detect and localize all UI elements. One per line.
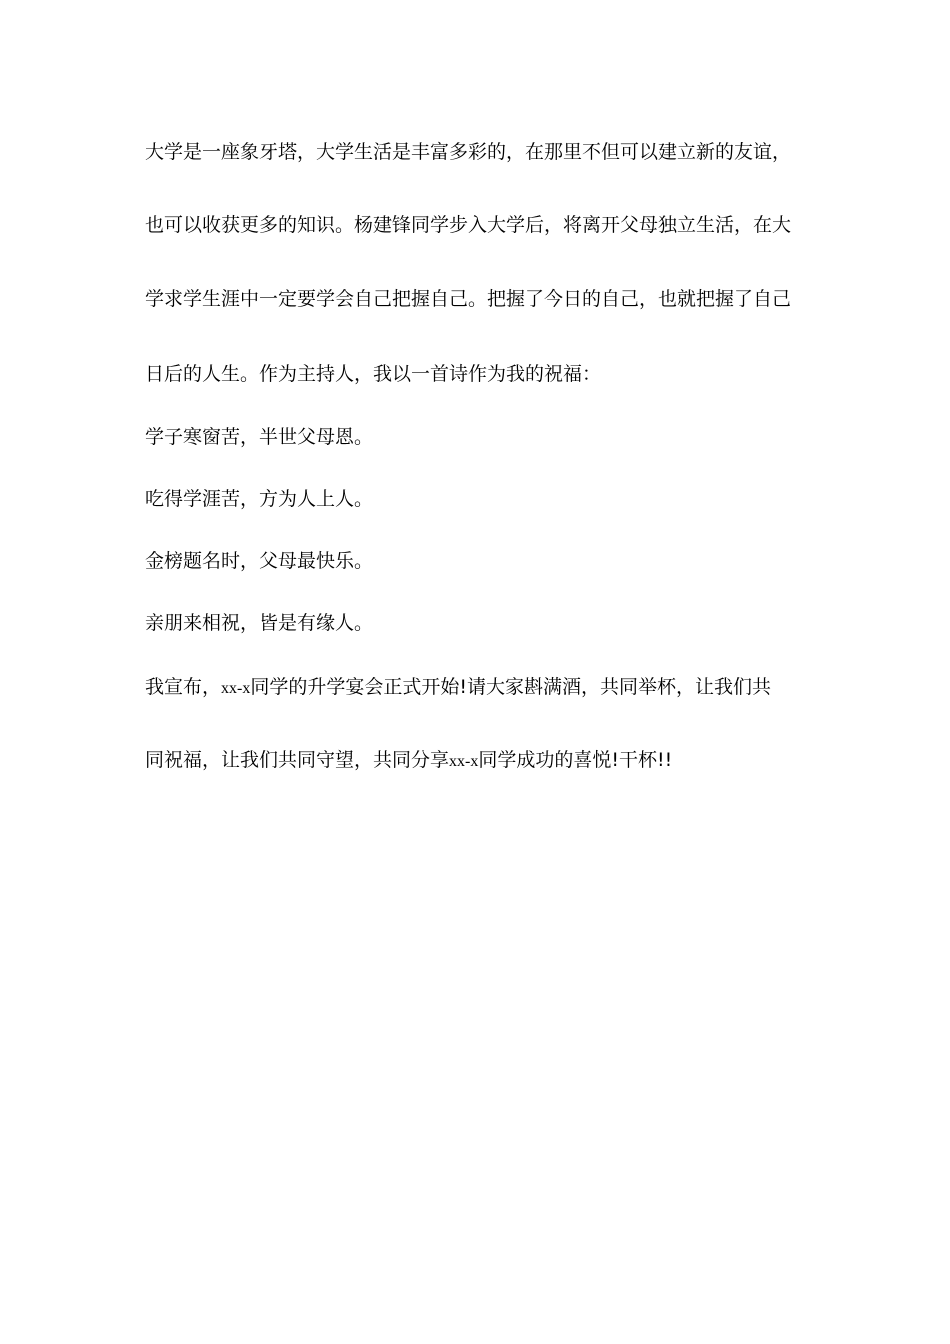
student-name-placeholder: xx-x xyxy=(221,680,251,697)
paragraph-line-2: 也可以收获更多的知识。杨建锋同学步入大学后，将离开父母独立生活，在大 xyxy=(145,214,792,236)
paragraph-line-3: 学求学生涯中一定要学会自己把握自己。把握了今日的自己，也就把握了自己 xyxy=(145,288,792,310)
closing-line-1-start: 我宣布， xyxy=(145,676,222,698)
poem-line-2: 吃得学涯苦，方为人上人。 xyxy=(145,488,374,510)
closing-line-2-end: 同学成功的喜悦!干杯!! xyxy=(478,749,673,771)
closing-line-2 xyxy=(145,747,825,775)
paragraph-line-4: 日后的人生。作为主持人，我以一首诗作为我的祝福： xyxy=(145,363,602,385)
poem-line-4: 亲朋来相祝，皆是有缘人。 xyxy=(145,612,374,634)
paragraph-line-1: 大学是一座象牙塔，大学生活是丰富多彩的，在那里不但可以建立新的友谊， xyxy=(145,141,792,163)
poem-line-1: 学子寒窗苦，半世父母恩。 xyxy=(145,426,374,448)
closing-line-2-start: 同祝福，让我们共同守望，共同分享 xyxy=(145,749,450,771)
student-name-placeholder: xx-x xyxy=(449,753,479,770)
closing-line-1-end: 同学的升学宴会正式开始!请大家斟满酒，共同举杯，让我们共 xyxy=(250,676,771,698)
poem-line-3: 金榜题名时，父母最快乐。 xyxy=(145,550,374,572)
closing-line-1 xyxy=(145,674,825,702)
